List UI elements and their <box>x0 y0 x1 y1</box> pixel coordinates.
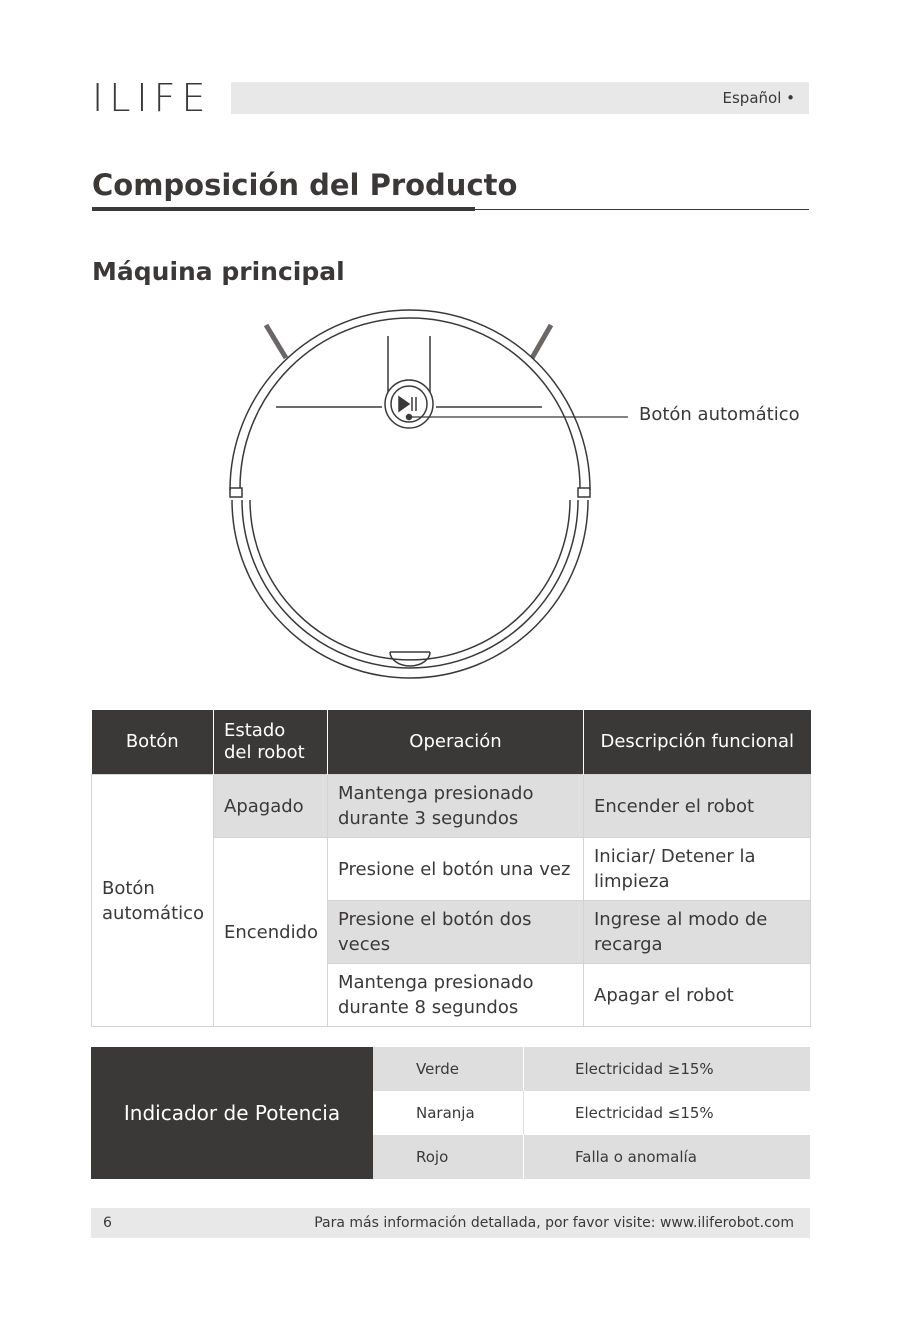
header-bar <box>231 82 809 114</box>
header-button: Botón <box>92 710 214 775</box>
indicator-meaning: Electricidad ≥15% <box>575 1060 714 1078</box>
indicator-color: Rojo <box>416 1148 449 1166</box>
power-indicator-title: Indicador de Potencia <box>91 1047 373 1179</box>
description-cell: Iniciar/ Detener la limpieza <box>584 838 811 901</box>
power-row <box>373 1135 810 1179</box>
indicator-color: Verde <box>416 1060 459 1078</box>
header-state: Estado del robot <box>214 710 328 775</box>
robot-vacuum-diagram <box>200 300 820 680</box>
operation-cell: Presione el botón una vez <box>328 838 584 901</box>
table-row <box>92 775 811 838</box>
brand-logo: ILIFE <box>92 76 212 120</box>
state-cell: Apagado <box>214 775 328 838</box>
power-row <box>373 1091 810 1135</box>
header-operation: Operación <box>328 710 584 775</box>
operation-cell: Presione el botón dos veces <box>328 901 584 964</box>
indicator-color: Naranja <box>416 1104 475 1122</box>
button-operation-table <box>91 710 811 1027</box>
button-name-cell: Botón automático <box>92 775 214 1027</box>
indicator-meaning: Electricidad ≤15% <box>575 1104 714 1122</box>
header-description: Descripción funcional <box>584 710 811 775</box>
description-cell: Ingrese al modo de recarga <box>584 901 811 964</box>
page-number: 6 <box>103 1215 112 1231</box>
state-cell: Encendido <box>214 838 328 1027</box>
language-label: Español • <box>722 89 795 107</box>
power-row <box>373 1047 810 1091</box>
section-title: Máquina principal <box>92 257 345 286</box>
callout-label: Botón automático <box>639 404 800 425</box>
operation-cell: Mantenga presionado durante 8 segundos <box>328 964 584 1027</box>
power-indicator-table <box>91 1047 810 1179</box>
footer-bar <box>91 1208 810 1238</box>
title-underline <box>92 207 475 211</box>
description-cell: Encender el robot <box>584 775 811 838</box>
operation-cell: Mantenga presionado durante 3 segundos <box>328 775 584 838</box>
footer-text: Para más información detallada, por favor visite: www.iliferobot.com <box>314 1215 794 1231</box>
description-cell: Apagar el robot <box>584 964 811 1027</box>
page-title: Composición del Producto <box>92 168 518 202</box>
indicator-meaning: Falla o anomalía <box>575 1148 697 1166</box>
table-header-row <box>92 710 811 775</box>
